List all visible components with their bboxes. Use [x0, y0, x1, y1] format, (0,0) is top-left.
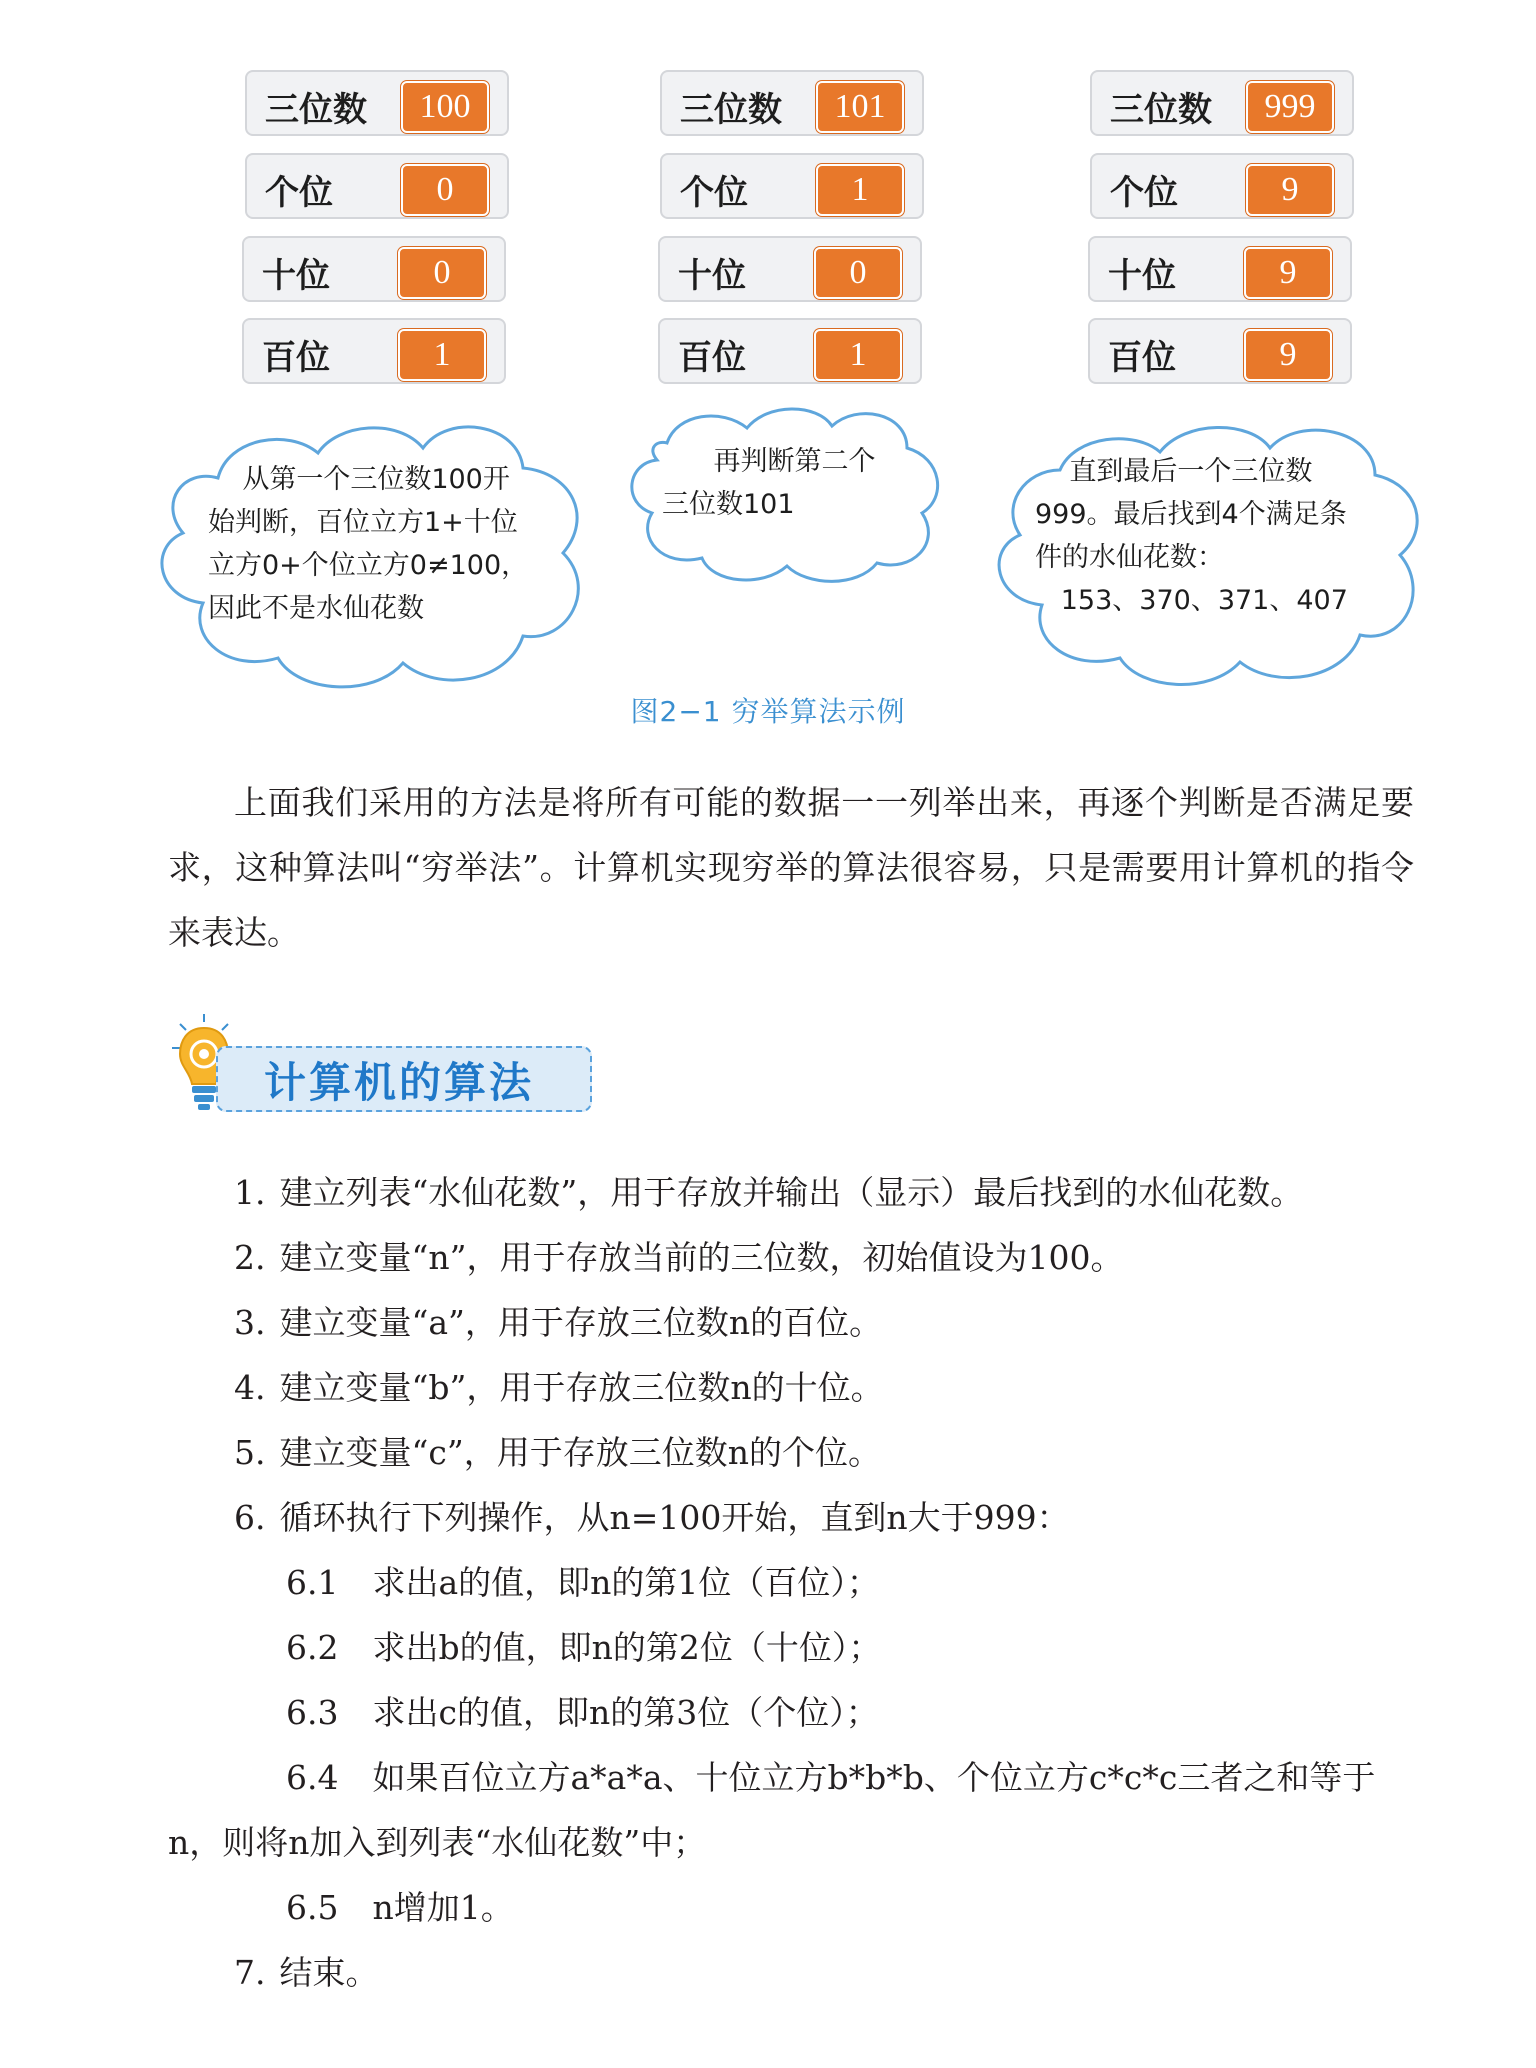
step-number: 6.5	[286, 1888, 339, 1927]
thought-cloud-3	[980, 410, 1432, 692]
step-number: 6.4	[286, 1758, 339, 1797]
thought-cloud-2	[622, 398, 950, 586]
step-number: 6.3	[286, 1693, 339, 1732]
substep-item	[168, 1680, 1418, 1745]
body-paragraph	[168, 770, 1414, 965]
monitor-value: 0	[814, 247, 902, 299]
substep-item	[168, 1550, 1418, 1615]
monitor-label: 个位	[680, 173, 748, 213]
monitor-label: 百位	[262, 338, 330, 378]
monitor-hundreds	[658, 318, 922, 384]
monitor-value: 1	[816, 164, 904, 216]
monitor-label: 十位	[678, 256, 746, 296]
monitor-tens	[1088, 236, 1352, 302]
substep-item	[168, 1875, 1418, 1940]
step-item	[168, 1940, 1418, 2005]
step-text: 建立变量“n”，用于存放当前的三位数，初始值设为100。	[279, 1238, 1124, 1277]
monitor-hundreds	[1088, 318, 1352, 384]
section-heading	[168, 1010, 598, 1110]
step-number: 6.	[234, 1498, 266, 1537]
step-item	[168, 1420, 1418, 1485]
step-text: 求出c的值，即n的第3位（个位）；	[372, 1693, 879, 1732]
monitor-label: 百位	[1108, 338, 1176, 378]
monitor-value: 9	[1244, 247, 1332, 299]
monitor-value: 0	[401, 164, 489, 216]
step-number: 5.	[234, 1433, 266, 1472]
monitor-value: 999	[1246, 81, 1334, 133]
monitor-value: 9	[1244, 329, 1332, 381]
step-text: 建立列表“水仙花数”，用于存放并输出（显示）最后找到的水仙花数。	[279, 1173, 1304, 1212]
monitor-hundreds	[242, 318, 506, 384]
monitor-tens	[658, 236, 922, 302]
step-item	[168, 1160, 1418, 1225]
monitor-value: 1	[814, 329, 902, 381]
monitor-label: 个位	[1110, 173, 1178, 213]
substep-item	[168, 1615, 1418, 1680]
step-text: 建立变量“a”，用于存放三位数n的百位。	[279, 1303, 883, 1342]
monitor-label: 十位	[1108, 256, 1176, 296]
step-number: 4.	[234, 1368, 266, 1407]
cloud-text: 从第一个三位数100开 始判断，百位立方1+十位 立方0+个位立方0≠100， 因此不是水仙花数	[208, 464, 529, 624]
algorithm-steps	[168, 1160, 1418, 2005]
monitor-label: 三位数	[680, 90, 782, 130]
figure-caption: 图2−1 穷举算法示例	[630, 695, 906, 728]
step-number: 7.	[234, 1953, 266, 1992]
monitor-value: 1	[398, 329, 486, 381]
step-number: 6.1	[286, 1563, 339, 1602]
cloud-text: 直到最后一个三位数 999。最后找到4个满足条 件的水仙花数： 153、370、371、407	[1035, 456, 1348, 616]
monitor-label: 十位	[262, 256, 330, 296]
monitor-label: 三位数	[1110, 90, 1212, 130]
step-text: 循环执行下列操作，从n=100开始，直到n大于999：	[279, 1498, 1070, 1537]
substep-item	[168, 1745, 1418, 1875]
paragraph-text: 上面我们采用的方法是将所有可能的数据一一列举出来，再逐个判断是否满足要求，这种算法叫“穷举法”。计算机实现穷举的算法很容易，只是需要用计算机的指令来表达。	[168, 783, 1414, 952]
step-item	[168, 1355, 1418, 1420]
step-text: 建立变量“c”，用于存放三位数n的个位。	[279, 1433, 881, 1472]
monitor-value: 9	[1246, 164, 1334, 216]
step-number: 6.2	[286, 1628, 339, 1667]
monitor-ones	[1090, 153, 1354, 219]
step-text: 如果百位立方a*a*a、十位立方b*b*b、个位立方c*c*c三者之和等于n，则将n加入到列表“水仙花数”中；	[168, 1758, 1376, 1862]
monitor-ones	[245, 153, 509, 219]
monitor-label: 百位	[678, 338, 746, 378]
monitor-label: 个位	[265, 173, 333, 213]
step-text: 建立变量“b”，用于存放三位数n的十位。	[279, 1368, 884, 1407]
monitor-value: 0	[398, 247, 486, 299]
monitor-three-digit	[245, 70, 509, 136]
step-item	[168, 1225, 1418, 1290]
thought-cloud-1	[148, 408, 600, 698]
monitor-ones	[660, 153, 924, 219]
monitor-label: 三位数	[265, 90, 367, 130]
step-number: 3.	[234, 1303, 266, 1342]
step-text: 求出a的值，即n的第1位（百位）；	[372, 1563, 880, 1602]
step-text: 结束。	[279, 1953, 379, 1992]
cloud-text: 再判断第二个 三位数101	[662, 446, 876, 520]
heading-title: 计算机的算法	[264, 1058, 535, 1107]
step-text: n增加1。	[372, 1888, 514, 1927]
step-text: 求出b的值，即n的第2位（十位）；	[372, 1628, 882, 1667]
step-item	[168, 1485, 1418, 1550]
step-number: 1.	[234, 1173, 266, 1212]
monitor-value: 100	[401, 81, 489, 133]
monitor-tens	[242, 236, 506, 302]
monitor-three-digit	[660, 70, 924, 136]
step-number: 2.	[234, 1238, 266, 1277]
monitor-value: 101	[816, 81, 904, 133]
step-item	[168, 1290, 1418, 1355]
monitor-three-digit	[1090, 70, 1354, 136]
